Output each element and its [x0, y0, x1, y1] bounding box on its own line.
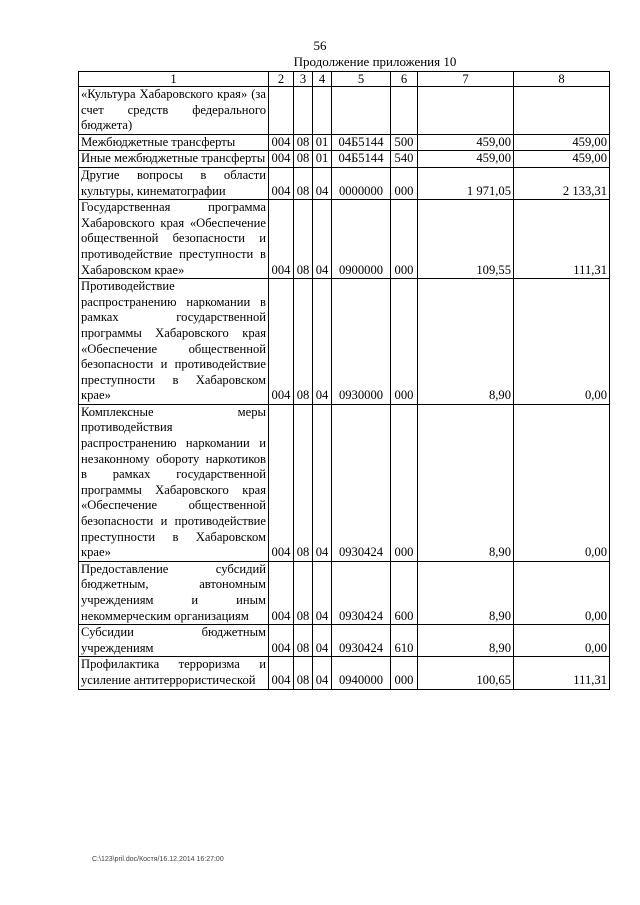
code-cell: 08 — [294, 279, 313, 405]
row-name-cell: «Культура Хабаровского края» (за счет средств федерального бюджета) — [79, 87, 269, 135]
code-cell: 004 — [269, 404, 294, 561]
code-cell: 000 — [391, 657, 418, 689]
code-cell: 08 — [294, 657, 313, 689]
table-row — [79, 625, 610, 657]
code-cell: 600 — [391, 561, 418, 624]
amount-cell: 8,90 — [418, 561, 514, 624]
code-cell: 08 — [294, 167, 313, 199]
code-cell: 004 — [269, 167, 294, 199]
code-cell: 540 — [391, 151, 418, 168]
code-cell: 004 — [269, 151, 294, 168]
table-row — [79, 657, 610, 689]
code-cell: 01 — [313, 151, 332, 168]
table-header-row — [79, 72, 610, 87]
code-cell — [269, 87, 294, 135]
code-cell: 004 — [269, 134, 294, 151]
table-row — [79, 561, 610, 624]
code-cell: 004 — [269, 657, 294, 689]
code-cell: 04 — [313, 561, 332, 624]
code-cell: 04 — [313, 200, 332, 279]
column-header: 4 — [313, 72, 332, 87]
amount-cell: 2 133,31 — [514, 167, 610, 199]
amount-cell — [514, 87, 610, 135]
row-name-cell: Комплексные меры противодействия распространению наркомании и незаконному обороту наркотиков в рамках государственной программы Хабаровского края «Обеспечение общественной безопасности и противодействие преступности в Хабаровском крае» — [79, 404, 269, 561]
column-header: 8 — [514, 72, 610, 87]
row-name-cell: Межбюджетные трансферты — [79, 134, 269, 151]
amount-cell: 0,00 — [514, 279, 610, 405]
code-cell — [391, 87, 418, 135]
code-cell: 04Б5144 — [332, 151, 391, 168]
amount-cell: 8,90 — [418, 279, 514, 405]
amount-cell: 100,65 — [418, 657, 514, 689]
page-number: 56 — [313, 38, 327, 53]
amount-cell: 459,00 — [418, 151, 514, 168]
table-row — [79, 200, 610, 279]
code-cell: 08 — [294, 151, 313, 168]
amount-cell: 0,00 — [514, 561, 610, 624]
code-cell: 04 — [313, 167, 332, 199]
code-cell: 0900000 — [332, 200, 391, 279]
code-cell: 04Б5144 — [332, 134, 391, 151]
code-cell: 04 — [313, 657, 332, 689]
code-cell: 0930424 — [332, 625, 391, 657]
code-cell — [294, 87, 313, 135]
column-header: 7 — [418, 72, 514, 87]
row-name-cell: Предоставление субсидий бюджетным, автономным учреждениям и иным некоммерческим организациям — [79, 561, 269, 624]
budget-table — [78, 71, 610, 690]
amount-cell: 459,00 — [514, 134, 610, 151]
code-cell: 01 — [313, 134, 332, 151]
code-cell: 004 — [269, 625, 294, 657]
code-cell: 08 — [294, 200, 313, 279]
row-name-cell: Противодействие распространению наркомании в рамках государственной программы Хабаровского края «Обеспечение общественной безопасности и противодействие преступности в Хабаровском крае» — [79, 279, 269, 405]
continuation-title: Продолжение приложения 10 — [293, 54, 457, 69]
amount-cell: 459,00 — [418, 134, 514, 151]
amount-cell: 111,31 — [514, 657, 610, 689]
code-cell: 04 — [313, 279, 332, 405]
column-header: 5 — [332, 72, 391, 87]
code-cell: 000 — [391, 404, 418, 561]
column-header: 1 — [79, 72, 269, 87]
code-cell: 004 — [269, 561, 294, 624]
amount-cell: 109,55 — [418, 200, 514, 279]
code-cell: 000 — [391, 279, 418, 405]
file-path-footer: C:\123\pril.doc/Костя/16.12.2014 16:27:00 — [92, 856, 224, 863]
code-cell: 08 — [294, 404, 313, 561]
code-cell: 04 — [313, 625, 332, 657]
code-cell: 004 — [269, 279, 294, 405]
amount-cell: 0,00 — [514, 625, 610, 657]
code-cell: 0930424 — [332, 404, 391, 561]
code-cell: 08 — [294, 625, 313, 657]
amount-cell: 8,90 — [418, 625, 514, 657]
code-cell: 08 — [294, 134, 313, 151]
code-cell: 004 — [269, 200, 294, 279]
row-name-cell: Государственная программа Хабаровского края «Обеспечение общественной безопасности и противодействие преступности в Хабаровском крае» — [79, 200, 269, 279]
table-row — [79, 134, 610, 151]
row-name-cell: Профилактика терроризма и усиление антитеррористической — [79, 657, 269, 689]
amount-cell: 459,00 — [514, 151, 610, 168]
amount-cell: 0,00 — [514, 404, 610, 561]
code-cell: 08 — [294, 561, 313, 624]
column-header: 3 — [294, 72, 313, 87]
amount-cell — [418, 87, 514, 135]
code-cell: 610 — [391, 625, 418, 657]
amount-cell: 8,90 — [418, 404, 514, 561]
table-row — [79, 87, 610, 135]
table-row — [79, 167, 610, 199]
column-header: 2 — [269, 72, 294, 87]
code-cell: 0930424 — [332, 561, 391, 624]
code-cell: 000 — [391, 167, 418, 199]
table-row — [79, 151, 610, 168]
row-name-cell: Субсидии бюджетным учреждениям — [79, 625, 269, 657]
code-cell — [332, 87, 391, 135]
code-cell — [313, 87, 332, 135]
code-cell: 500 — [391, 134, 418, 151]
table-row — [79, 279, 610, 405]
table-row — [79, 404, 610, 561]
code-cell: 0930000 — [332, 279, 391, 405]
amount-cell: 1 971,05 — [418, 167, 514, 199]
code-cell: 04 — [313, 404, 332, 561]
code-cell: 000 — [391, 200, 418, 279]
amount-cell: 111,31 — [514, 200, 610, 279]
row-name-cell: Другие вопросы в области культуры, кинематографии — [79, 167, 269, 199]
code-cell: 0000000 — [332, 167, 391, 199]
row-name-cell: Иные межбюджетные трансферты — [79, 151, 269, 168]
code-cell: 0940000 — [332, 657, 391, 689]
column-header: 6 — [391, 72, 418, 87]
